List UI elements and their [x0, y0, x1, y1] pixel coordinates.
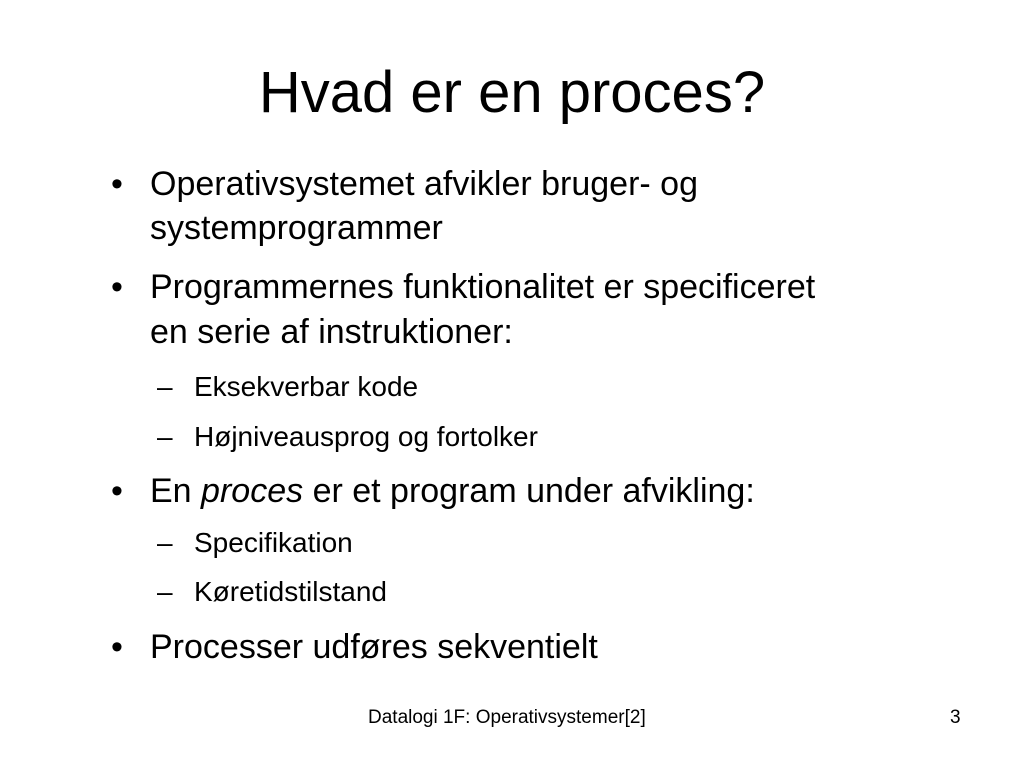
bullet-marker: •: [111, 628, 123, 666]
bullet-text: systemprogrammer: [150, 209, 443, 247]
bullet-text-suffix: er et program under afvikling:: [312, 472, 755, 510]
bullet-item-2-continuation: [150, 310, 513, 354]
bullet-item-1: [111, 162, 698, 206]
bullet-text: en serie af instruktioner:: [150, 313, 513, 351]
bullet-marker: •: [111, 472, 123, 510]
page-number: 3: [950, 707, 961, 728]
dash-marker: –: [157, 527, 173, 558]
footer-title: Datalogi 1F: Operativsystemer[2]: [368, 707, 646, 728]
bullet-text: Programmernes funktionalitet er specificeret: [150, 268, 816, 306]
sub-item-text: Køretidstilstand: [194, 576, 387, 607]
bullet-text: Processer udføres sekventielt: [150, 628, 598, 666]
bullet-item-2: [111, 265, 816, 309]
sub-item: [157, 370, 419, 404]
bullet-item-4: [111, 625, 598, 669]
bullet-text: Operativsystemet afvikler bruger- og: [150, 165, 698, 203]
bullet-text-prefix: En: [150, 472, 192, 510]
bullet-item-1-continuation: [150, 206, 443, 250]
dash-marker: –: [157, 576, 173, 607]
sub-item: [157, 575, 387, 609]
bullet-item-3: [111, 469, 755, 513]
bullet-marker: •: [111, 268, 123, 306]
sub-item-text: Højniveausprog og fortolker: [194, 421, 538, 452]
slide-title: Hvad er en proces?: [258, 60, 766, 125]
sub-item: [157, 526, 353, 560]
dash-marker: –: [157, 371, 173, 402]
sub-item-text: Specifikation: [194, 527, 353, 558]
sub-item-text: Eksekverbar kode: [194, 371, 419, 402]
dash-marker: –: [157, 421, 173, 452]
sub-item: [157, 420, 538, 454]
emphasized-term: proces: [201, 472, 304, 510]
bullet-marker: •: [111, 165, 123, 203]
